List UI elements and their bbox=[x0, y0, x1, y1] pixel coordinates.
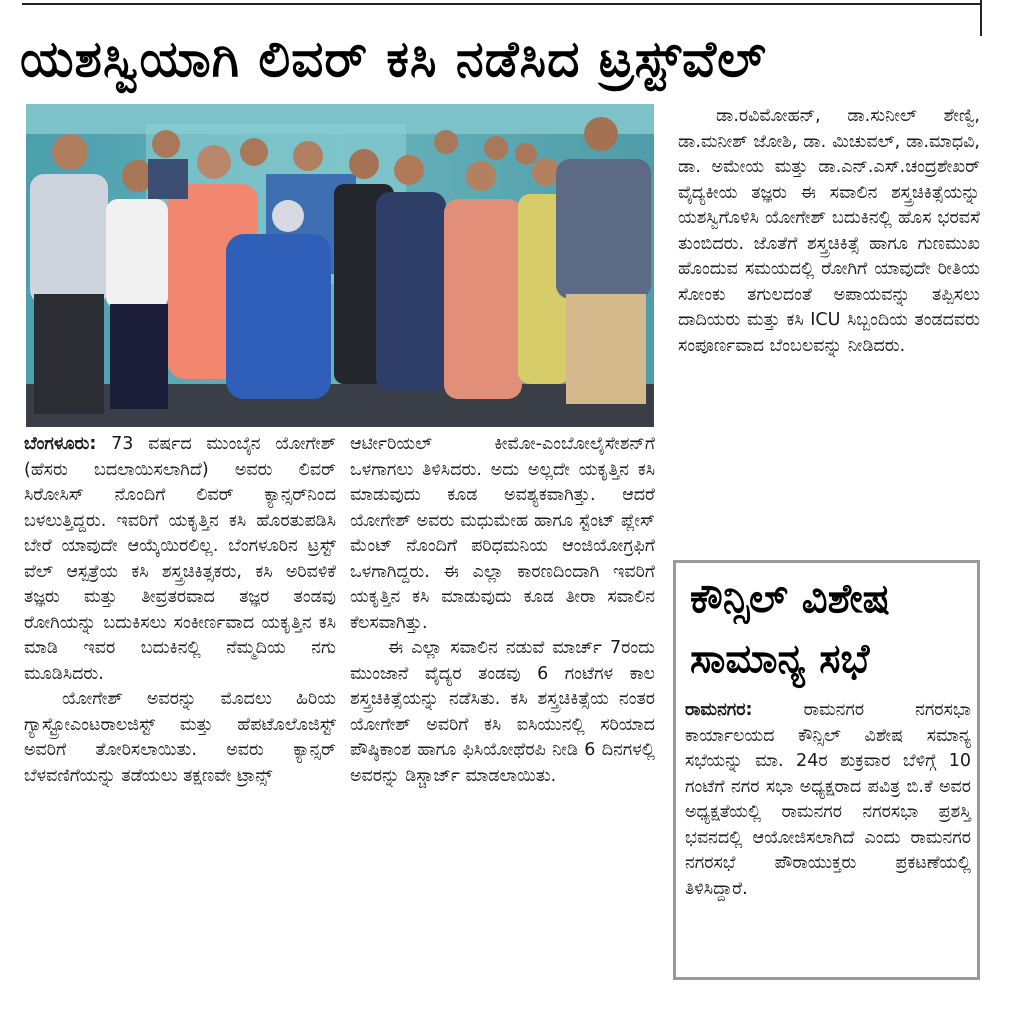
article-paragraph: ಡಾ.ರವಿಮೋಹನ್, ಡಾ.ಸುನೀಲ್ ಶೇಣ್ವಿ, ಡಾ.ಮನೀಶ್ ಜೋಶಿ, ಡಾ. ಮಿಚುವಲ್, ಡಾ.ಮಾಧವಿ, ಡಾ. ಅಮೇಯ ಮತ್ತು ಡಾ.ಎನ್.ಎಸ್.ಚಂದ್ರಶೇಖರ್ ವೈದ್ಯಕೀಯ ತಜ್ಞರು ಈ ಸವಾಲಿನ ಶಸ್ತ್ರಚಿಕಿತ್ಸೆಯನ್ನು ಯಶಸ್ವಿಗೊಳಿಸಿ ಯೋಗೇಶ್ ಬದುಕಿನಲ್ಲಿ ಹೊಸ ಭರವಸೆ ತುಂಬಿದರು. ಜೊತೆಗೆ ಶಸ್ತ್ರಚಿಕಿತ್ಸೆ ಹಾಗೂ ಗುಣಮುಖ ಹೊಂದುವ ಸಮಯದಲ್ಲಿ ರೋಗಿಗೆ ಯಾವುದೇ ರೀತಿಯ ಸೋಂಕು ತಗುಲದಂತೆ ಅಪಾಯವನ್ನು ತಪ್ಪಿಸಲು ದಾದಿಯರು ಮತ್ತು ಕಸಿ ICU ಸಿಬ್ಬಂದಿಯ ತಂಡದವರು ಸಂಪೂರ್ಣವಾದ ಬೆಂಬಲವನ್ನು ನೀಡಿದರು. bbox=[678, 106, 980, 356]
sidebar-paragraph: ರಾಮನಗರ ನಗರಸಭಾ ಕಾರ್ಯಾಲಯದ ಕೌನ್ಸಿಲ್ ವಿಶೇಷ ಸಮಾನ್ಯ ಸಭೆಯನ್ನು ಮಾ. 24ರ ಶುಕ್ರವಾರ ಬೆಳಿಗ್ಗೆ 10 ಗಂಟೆಗೆ ನಗರ ಸಭಾ ಅಧ್ಯಕ್ಷರಾದ ಪವಿತ್ರ ಬಿ.ಕೆ ಅವರ ಅಧ್ಯಕ್ಷತೆಯಲ್ಲಿ ರಾಮನಗರ ನಗರಸಭಾ ಪ್ರಶಸ್ತಿ ಭವನದಲ್ಲಿ ಆಯೋಜಿಸಲಾಗಿದೆ ಎಂದು ರಾಮನಗರ ನಗರಸಭೆ ಪೌರಾಯುಕ್ತರು ಪ್ರಕಟಣೆಯಲ್ಲಿ ತಿಳಿಸಿದ್ದಾರೆ. bbox=[685, 700, 971, 899]
article-column-3 bbox=[678, 104, 980, 359]
article-paragraph: 73 ವರ್ಷದ ಮುಂಬೈನ ಯೋಗೇಶ್ (ಹೆಸರು ಬದಲಾಯಿಸಲಾಗಿದೆ) ಅವರು ಲಿವರ್ ಸಿರೋಸಿಸ್ ನೊಂದಿಗೆ ಲಿವರ್ ಕ್ಯಾನ್ಸರ್‌ನಿಂದ ಬಳಲುತ್ತಿದ್ದರು. ಇವರಿಗೆ ಯಕೃತ್ತಿನ ಕಸಿ ಹೊರತುಪಡಿಸಿ ಬೇರೆ ಯಾವುದೇ ಆಯ್ಕೆಯಿರಲಿಲ್ಲ. ಬೆಂಗಳೂರಿನ ಟ್ರಸ್ಟ್ ವೆಲ್ ಆಸ್ಪತ್ರೆಯ ಕಸಿ ಶಸ್ತ್ರಚಿಕಿತ್ಸಕರು, ಕಸಿ ಅರಿವಳಿಕೆ ತಜ್ಞರು ಮತ್ತು ತೀವ್ರತರವಾದ ತಜ್ಞರ ತಂಡವು ರೋಗಿಯನ್ನು ಬದುಕಿಸಲು ಸಂಕೀರ್ಣವಾದ ಯಕೃತ್ತಿನ ಕಸಿ ಮಾಡಿ ಇವರ ಬದುಕಿನಲ್ಲಿ ನೆಮ್ಮದಿಯ ನಗು ಮೂಡಿಸಿದರು. bbox=[24, 434, 336, 684]
group-photo bbox=[26, 104, 654, 427]
sidebar-body bbox=[685, 698, 971, 902]
article-column-2 bbox=[350, 432, 655, 789]
article-paragraph: ಆರ್ಟೀರಿಯಲ್ ಕೀಮೋ-ಎಂಬೋಲೈಸೇಶನ್‌ಗೆ ಒಳಗಾಗಲು ತಿಳಿಸಿದರು. ಅದು ಅಲ್ಲದೇ ಯಕೃತ್ತಿನ ಕಸಿ ಮಾಡುವುದು ಕೂಡ ಅವಶ್ಯಕವಾಗಿತ್ತು. ಆದರೆ ಯೋಗೇಶ್ ಅವರು ಮಧುಮೇಹ ಹಾಗೂ ಸ್ಟೆಂಟ್ ಪ್ಲೇಸ್ ಮೆಂಟ್ ನೊಂದಿಗೆ ಪರಿಧಮನಿಯ ಆಂಜಿಯೋಗ್ರಫಿಗೆ ಒಳಗಾಗಿದ್ದರು. ಈ ಎಲ್ಲಾ ಕಾರಣದಿಂದಾಗಿ ಇವರಿಗೆ ಯಕೃತ್ತಿನ ಕಸಿ ಮಾಡುವುದು ಕೂಡ ತೀರಾ ಸವಾಲಿನ ಕೆಲಸವಾಗಿತ್ತು. bbox=[350, 434, 655, 633]
sidebar-title: ಕೌನ್ಸಿಲ್ ವಿಶೇಷ ಸಾಮಾನ್ಯ ಸಭೆ bbox=[690, 576, 890, 682]
article-column-1 bbox=[24, 432, 336, 789]
headline: ಯಶಸ್ವಿಯಾಗಿ ಲಿವರ್ ಕಸಿ ನಡೆಸಿದ ಟ್ರಸ್ಟ್‌ವೆಲ್ bbox=[20, 30, 767, 88]
sidebar-news-box bbox=[673, 560, 980, 980]
top-rule bbox=[22, 3, 982, 5]
article-dateline: ಬೆಂಗಳೂರು: bbox=[24, 434, 97, 454]
sidebar-dateline: ರಾಮನಗರ: bbox=[685, 700, 753, 720]
article-paragraph: ಈ ಎಲ್ಲಾ ಸವಾಲಿನ ನಡುವೆ ಮಾರ್ಚ್ 7ರಂದು ಮುಂಜಾನೆ ವೈದ್ಯರ ತಂಡವು 6 ಗಂಟೆಗಳ ಕಾಲ ಶಸ್ತ್ರಚಿಕಿತ್ಸೆಯನ್ನು ನಡೆಸಿತು. ಕಸಿ ಶಸ್ತ್ರಚಿಕಿತ್ಸೆಯ ನಂತರ ಯೋಗೇಶ್ ಅವರಿಗೆ ಕಸಿ ಐಸಿಯುನಲ್ಲಿ ಸರಿಯಾದ ಪೌಷ್ಠಿಕಾಂಶ ಹಾಗೂ ಫಿಸಿಯೋಥೆರಪಿ ನೀಡಿ 6 ದಿನಗಳಲ್ಲಿ ಅವರನ್ನು ಡಿಸ್ಚಾರ್ಜ್ ಮಾಡಲಾಯಿತು. bbox=[350, 638, 655, 786]
article-paragraph: ಯೋಗೇಶ್ ಅವರನ್ನು ಮೊದಲು ಹಿರಿಯ ಗ್ಯಾಸ್ಟ್ರೋಎಂಟರಾಲಜಿಸ್ಟ್ ಮತ್ತು ಹೆಪಟೊಲೊಜಿಸ್ಟ್ ಅವರಿಗೆ ತೋರಿಸಲಾಯಿತು. ಅವರು ಕ್ಯಾನ್ಸರ್ ಬೆಳವಣಿಗೆಯನ್ನು ತಡೆಯಲು ತಕ್ಷಣವೇ ಟ್ರಾನ್ಸ್ bbox=[24, 689, 336, 786]
